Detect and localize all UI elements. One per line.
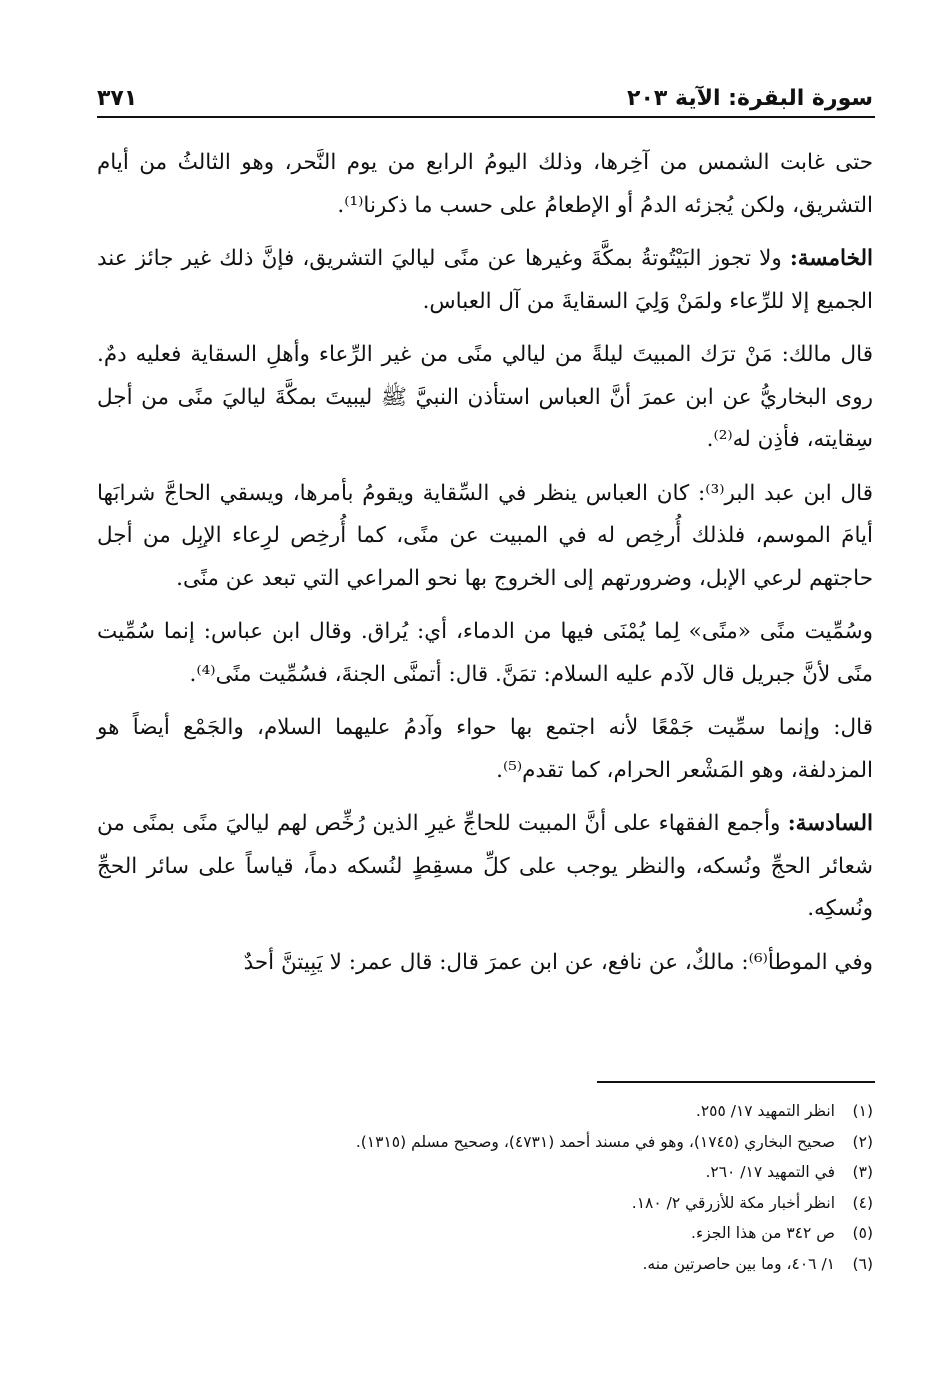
paragraph-text: ولا تجوز البَيْتُوتةُ بمكَّةَ وغيرها عن منًى لياليَ التشريق، فإنَّ ذلك غير جائز عند الجميع إلا للرِّعاء ولمَنْ وَلِيَ السقايةَ من آل العباس. [97,246,873,314]
running-title: سورة البقرة: الآية ٢٠٣ [627,86,873,111]
footnote-text: انظر التمهيد ١٧/ ٢٥٥. [695,1102,835,1120]
paragraph [97,611,873,696]
footnote-text: صحيح البخاري (١٧٤٥)، وهو في مسند أحمد (٤٧٣١)، وصحيح مسلم (١٣١٥). [355,1132,835,1151]
body-text [97,142,873,984]
paragraph-text: قال ابن عبد البر⁽³⁾: كان العباس ينظر في السِّقاية ويقومُ بأمرها، ويسقي الحاجَّ شرابَها أيامَ الموسم، فلذلك أُرخِص له في المبيت عن منًى، كما أُرخِص لرِعاء الإبِل من أجل حاجتهم لرعي الإبل، وضرورتهم إلى الخروج بها نحو المراعي التي تبعد عن منًى. [97,480,873,591]
footnotes [97,1096,873,1279]
paragraph [97,238,873,323]
footnote-number: (٤) [852,1193,873,1212]
footnote [97,1218,873,1249]
footnote-number: (٣) [852,1163,873,1181]
footnote-text: ١/ ٤٠٦، وما بين حاصرتين منه. [642,1254,835,1273]
footnote [97,1127,873,1158]
paragraph [97,473,873,601]
paragraph-text: قال مالك: مَنْ ترَك المبيتَ ليلةً من ليالي منًى من غير الرِّعاء وأهلِ السقاية فعليه دمٌ. روى البخاريُّ عن ابن عمرَ أنَّ العباس استأذن النبيَّ ﷺ ليبيتَ بمكَّةَ لياليَ منًى من أجل سِقايته، فأذِن له⁽²⁾. [97,342,873,452]
paragraph [97,142,873,227]
footnote-text: في التمهيد ١٧/ ٢٦٠. [705,1163,835,1181]
footnote [97,1188,873,1219]
paragraph-lead: السادسة: [787,811,873,836]
page-header [97,70,873,114]
paragraph-text: حتى غابت الشمس من آخِرها، وذلك اليومُ الرابع من يوم النَّحر، وهو الثالثُ من أيام التشريق، ولكن يُجزئه الدمُ أو الإطعامُ على حسب ما ذكرنا⁽¹⁾. [97,150,873,218]
paragraph [97,803,873,931]
paragraph-lead: الخامسة: [789,246,873,271]
footnote-number: (١) [852,1102,873,1120]
header-rule [97,116,875,118]
paragraph [97,942,873,985]
footnote-number: (٥) [852,1224,873,1242]
footnote-number: (٢) [852,1132,873,1151]
footnote-text: ص ٣٤٢ من هذا الجزء. [691,1224,835,1242]
paragraph-text: وأجمع الفقهاء على أنَّ المبيت للحاجِّ غيرِ الذين رُخِّص لهم لياليَ منًى بمنًى من شعائر الحجِّ ونُسكه، والنظر يوجب على كلِّ مسقِطٍ لنُسكه دماً، قياساً على سائر الحجِّ ونُسكِه. [97,811,873,921]
paragraph-text: وسُمِّيت منًى «منًى» لِما يُمْنَى فيها من الدماء، أي: يُراق. وقال ابن عباس: إنما سُمِّيت منًى لأنَّ جبريل قال لآدم عليه السلام: تمَنَّ. قال: أتمنَّى الجنةَ، فسُمِّيت منًى⁽⁴⁾. [97,619,873,687]
paragraph [97,334,873,462]
footnote [97,1096,873,1127]
footnote-text: انظر أخبار مكة للأزرقي ٢/ ١٨٠. [631,1193,835,1212]
paragraph-text: وفي الموطأ⁽⁶⁾: مالكٌ، عن نافع، عن ابن عمرَ قال: قال عمر: لا يَبِيتنَّ أحدٌ [243,949,873,975]
page-number: ٣٧١ [97,86,138,111]
footnote-number: (٦) [852,1254,873,1273]
paragraph-text: قال: وإنما سمِّيت جَمْعًا لأنه اجتمع بها حواء وآدمُ عليهما السلام، والجَمْع أيضاً هو المزدلفة، وهو المَشْعر الحرام، كما تقدم⁽⁵⁾. [97,715,873,783]
paragraph [97,707,873,792]
footnote-rule [597,1081,875,1083]
footnote [97,1157,873,1188]
footnote [97,1249,873,1280]
